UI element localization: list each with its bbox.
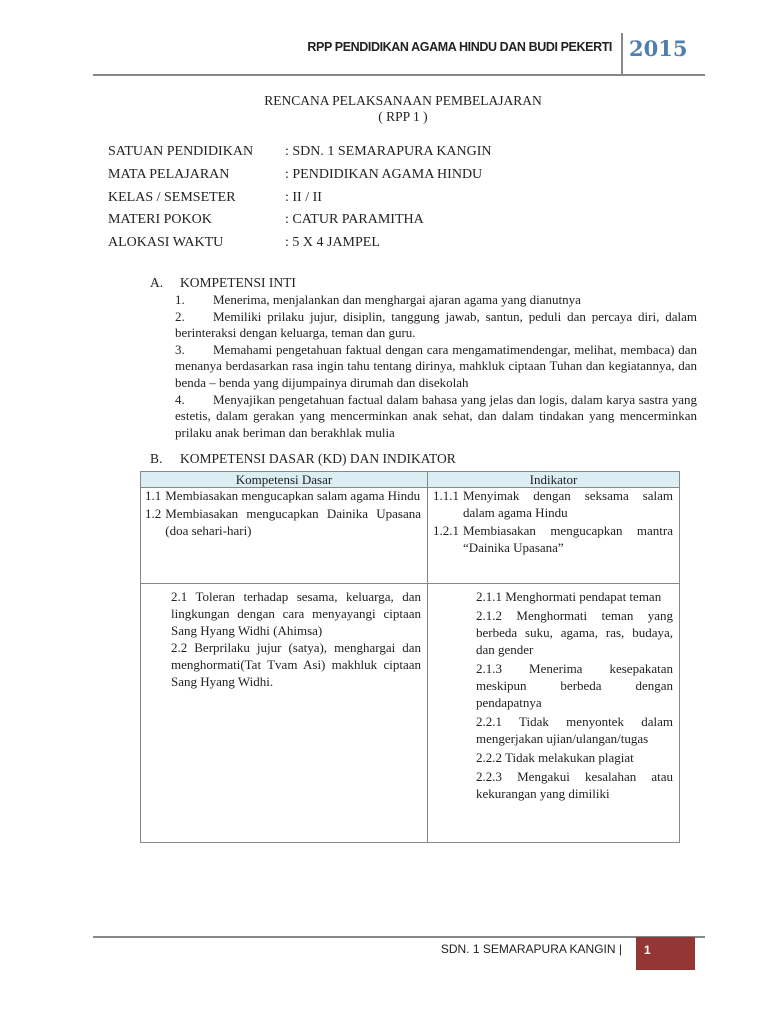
ki-item-text: Menyajikan pengetahuan factual dalam bahasa yang jelas dan logis, dalam karya sastra yang estetis, dalam gerakan yang mencerminkan anak sehat, dan dalam tindakan yang mencerminkan prilaku anak beriman dan berakhlak mulia [175,391,697,440]
table-paragraph: 2.2.2 Tidak melakukan plagiat [476,750,634,765]
identity-value: : 5 X 4 JAMPEL [285,235,380,251]
identity-label: MATERI POKOK [108,212,212,228]
table-paragraph: 2.1.1 Menghormati pendapat teman [476,589,662,604]
item-number: 1.1.1 [433,488,459,503]
section-b-title: KOMPETENSI DASAR (KD) DAN INDIKATOR [180,451,456,466]
section-a-heading [150,275,296,291]
ki-item [175,392,697,442]
row-divider [141,583,679,584]
ki-item-text: Menerima, menjalankan dan menghargai ajaran agama yang dianutnya [213,292,581,307]
header-divider-vertical [621,33,623,75]
item-text: Membiasakan mengucapkan mantra “Dainika Upasana” [463,523,673,555]
item-number: 1.1 [145,488,162,503]
section-a-letter: A. [150,275,164,290]
table-paragraph: 2.1.2 Menghormati teman yang berbeda suku, agama, ras, budaya, dan gender [476,608,673,657]
ki-item [175,292,697,309]
table-paragraph: 2.2.3 Mengakui kesalahan atau kekurangan yang dimiliki [476,769,673,801]
table-item [145,487,421,504]
page-number: 1 [644,943,651,957]
item-text: Membiasakan mengucapkan Dainika Upasana (doa sehari-hari) [165,506,421,538]
table-item [145,505,421,539]
table-item [433,487,673,521]
row1-kd-cell [145,487,421,540]
identity-label: MATA PELAJARAN [108,166,230,182]
header-rule [93,74,705,76]
kd-table [140,471,680,843]
section-b-heading [150,451,456,467]
identity-label: KELAS / SEMSETER [108,189,236,205]
ki-item-number: 3. [175,341,185,357]
ki-item-text: Memiliki prilaku jujur, disiplin, tanggung jawab, santun, peduli dan percaya diri, dalam berinteraksi dengan keluarga, teman dan guru. [175,308,697,341]
item-number: 1.2 [145,506,162,521]
ki-item-number: 2. [175,308,185,324]
ki-item [175,342,697,392]
item-number: 1.2.1 [433,523,459,538]
section-a-title: KOMPETENSI INTI [180,275,296,290]
header-title: RPP PENDIDIKAN AGAMA HINDU DAN BUDI PEKERTI [307,40,612,54]
item-text: Membiasakan mengucapkan salam agama Hindu [165,488,421,503]
column-divider [427,472,428,842]
footer-rule [93,936,705,938]
doc-subtitle: ( RPP 1 ) [378,109,428,124]
identity-value: : CATUR PARAMITHA [285,212,424,228]
identity-label: SATUAN PENDIDIKAN [108,144,254,159]
identity-label: ALOKASI WAKTU [108,235,224,251]
header-indikator: Indikator [529,472,578,487]
ki-item-text: Memahami pengetahuan faktual dengan cara mengamatimendengar, melihat, membaca) dan menanya berdasarkan rasa ingin tahu tentang dirinya, mahkluk ciptaan Tuhan dan kegiatannya, dan benda – benda yang dijumpainya dirumah dan disekolah [175,341,697,390]
footer-school: SDN. 1 SEMARAPURA KANGIN | [440,942,622,956]
section-b-letter: B. [150,451,163,466]
table-paragraph: 2.1 Toleran terhadap sesama, keluarga, dan lingkungan dengan cara menyayangi ciptaan Sang Hyang Widhi (Ahimsa) [171,589,421,638]
header-kompetensi-dasar: Kompetensi Dasar [235,472,333,487]
identity-value: : II / II [285,189,322,205]
page-number-box [636,937,695,970]
kompetensi-inti-list [175,292,697,441]
ki-item-number: 1. [175,292,185,307]
item-text: Menyimak dengan seksama salam dalam agama Hindu [463,488,673,520]
table-paragraph: 2.2.1 Tidak menyontek dalam mengerjakan ujian/ulangan/tugas [476,714,673,746]
table-paragraph: 2.2 Berprilaku jujur (satya), menghargai dan menghormati(Tat Tvam Asi) makhluk ciptaan Sang Hyang Widhi. [171,640,421,689]
identity-value: : PENDIDIKAN AGAMA HINDU [285,166,483,182]
row2-kd-cell [171,588,421,690]
table-item [433,522,673,556]
header-year: 2015 [629,36,688,61]
ki-item-number: 4. [175,391,185,407]
identity-value: : SDN. 1 SEMARAPURA KANGIN [285,144,492,159]
row1-indikator-cell [433,487,673,557]
doc-title: RENCANA PELAKSANAAN PEMBELAJARAN [264,93,542,108]
table-paragraph: 2.1.3 Menerima kesepakatan meskipun berbeda dengan pendapatnya [476,661,673,710]
row2-indikator-cell [476,588,673,804]
ki-item [175,309,697,342]
